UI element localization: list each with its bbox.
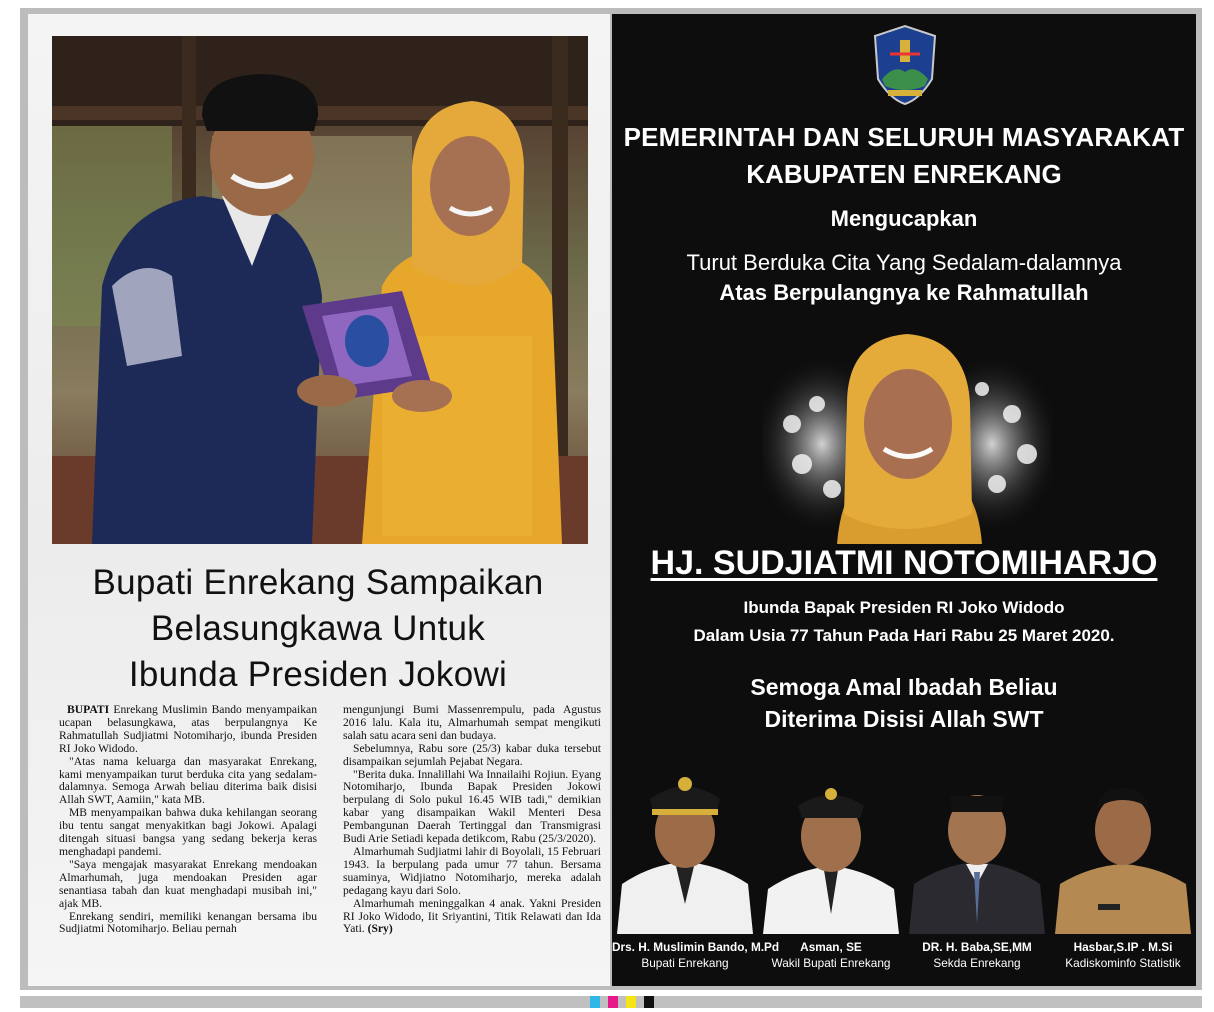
article-paragraph bbox=[343, 898, 601, 937]
article-paragraph: "Berita duka. Innalillahi Wa Innailaihi Rojiun. Eyang Notomiharjo, Ibunda Bapak Presiden Jokowi berpulang di Solo pukul 16.45 WIB tadi," demikian kabar yang disampaikan Wakil Menteri Desa Pembangunan Daerah Tertinggal dan Transmigrasi Budi Arie Setiadi kepada detikcom, Rabu (25/3/2020). bbox=[343, 767, 601, 846]
article-paragraph bbox=[59, 704, 317, 756]
yellow-swatch bbox=[626, 996, 636, 1008]
prayer-line2: Diterima Disisi Allah SWT bbox=[764, 706, 1044, 732]
deceased-age-date: Dalam Usia 77 Tahun Pada Hari Rabu 25 Maret 2020. bbox=[693, 626, 1115, 645]
magenta-swatch bbox=[608, 996, 618, 1008]
cyan-swatch bbox=[590, 996, 600, 1008]
official-name: Drs. H. Muslimin Bando, M.Pd bbox=[612, 940, 780, 954]
officials-row bbox=[612, 754, 1196, 986]
condolence-ad-panel bbox=[612, 14, 1196, 986]
article-paragraph: Sebelumnya, Rabu sore (25/3) kabar duka tersebut disampaikan sejumlah Pejabat Negara. bbox=[343, 741, 601, 768]
paragraph-text: Enrekang Muslimin Bando menyampaikan ucapan belasungkawa, atas berpulangnya Ke Rahmatullah Sudjiatmi Notomiharjo, ibunda Presiden RI Joko Widodo. bbox=[59, 703, 317, 755]
news-article-panel bbox=[28, 14, 610, 986]
article-paragraph: MB menyampaikan bahwa duka kehilangan seorang ibu tentu sangat menyakitkan bagi Jokowi. Apalagi ditengah situasi bangsa yang sedang bekerja keras menghadapi pandemi. bbox=[59, 806, 317, 858]
ad-title-line2: KABUPATEN ENREKANG bbox=[746, 159, 1062, 189]
official-name: Hasbar,S.IP . M.Si bbox=[1073, 940, 1173, 954]
deceased-portrait bbox=[762, 314, 1052, 544]
official-card bbox=[612, 754, 780, 986]
official-name: Asman, SE bbox=[800, 940, 862, 954]
ad-turut-berduka: Turut Berduka Cita Yang Sedalam-dalamnya bbox=[686, 250, 1122, 275]
paragraph-text: Almarhumah meninggalkan 4 anak. Yakni Presiden RI Joko Widodo, Iit Sriyantini, Titik Relawati dan Ida Yati. bbox=[343, 896, 601, 936]
official-photo bbox=[1050, 754, 1196, 934]
ad-mengucapkan: Mengucapkan bbox=[830, 206, 978, 231]
article-paragraph: "Atas nama keluarga dan masyarakat Enrekang, kami menyampaikan turut berduka cita yang sedalam-dalamnya. Semoga Arwah beliau diterima baik disisi Allah SWT, Aamiin," kata MB. bbox=[59, 754, 317, 807]
prayer-line1: Semoga Amal Ibadah Beliau bbox=[750, 674, 1058, 700]
official-card bbox=[904, 754, 1050, 986]
color-registration-marks bbox=[590, 996, 662, 1008]
article-paragraph: "Saya mengajak masyarakat Enrekang mendoakan Almarhumah, juga mendoakan Presiden agar senantiasa tabah dan kuat menghadapi musibah ini," ajak MB. bbox=[59, 857, 317, 910]
deceased-relation: Ibunda Bapak Presiden RI Joko Widodo bbox=[743, 598, 1065, 617]
article-photo bbox=[52, 36, 588, 544]
ad-atas-berpulangnya: Atas Berpulangnya ke Rahmatullah bbox=[719, 280, 1089, 305]
official-name: DR. H. Baba,SE,MM bbox=[922, 940, 1032, 954]
official-title: Sekda Enrekang bbox=[933, 956, 1021, 970]
headline-line: Belasungkawa Untuk bbox=[150, 609, 486, 648]
official-photo bbox=[904, 754, 1050, 934]
article-paragraph: mengunjungi Bumi Massenrempulu, pada Agustus 2016 lalu. Kala itu, Almarhumah sempat mengikuti salah satu acara seni dan budaya. bbox=[343, 703, 601, 742]
official-title: Bupati Enrekang bbox=[641, 956, 729, 970]
article-headline bbox=[58, 560, 578, 698]
author-initials: (Sry) bbox=[364, 922, 393, 936]
article-column-2 bbox=[343, 704, 601, 936]
enrekang-emblem-icon bbox=[870, 24, 940, 106]
black-swatch bbox=[644, 996, 654, 1008]
official-photo bbox=[612, 754, 758, 934]
dateline: BUPATI bbox=[67, 703, 110, 716]
headline-line: Ibunda Presiden Jokowi bbox=[128, 655, 508, 694]
article-paragraph: Almarhumah Sudjiatmi lahir di Boyolali, 15 Februari 1943. Ia berpulang pada umur 77 tahun. Bersama suaminya, Widjiatno Notomiharjo, mereka adalah pedagang kayu dari Solo. bbox=[343, 844, 601, 897]
headline-line: Bupati Enrekang Sampaikan bbox=[92, 563, 544, 602]
official-title: Wakil Bupati Enrekang bbox=[771, 956, 891, 970]
official-card bbox=[758, 754, 904, 986]
official-photo bbox=[758, 754, 904, 934]
official-card bbox=[1050, 754, 1196, 986]
official-title: Kadiskominfo Statistik bbox=[1065, 956, 1181, 970]
deceased-name: HJ. SUDJIATMI NOTOMIHARJO bbox=[650, 544, 1158, 582]
article-column-1 bbox=[59, 704, 317, 936]
article-paragraph: Enrekang sendiri, memiliki kenangan bersama ibu Sudjiatmi Notomiharjo. Beliau pernah bbox=[59, 909, 317, 936]
ad-title-line1: PEMERINTAH DAN SELURUH MASYARAKAT bbox=[623, 122, 1185, 152]
